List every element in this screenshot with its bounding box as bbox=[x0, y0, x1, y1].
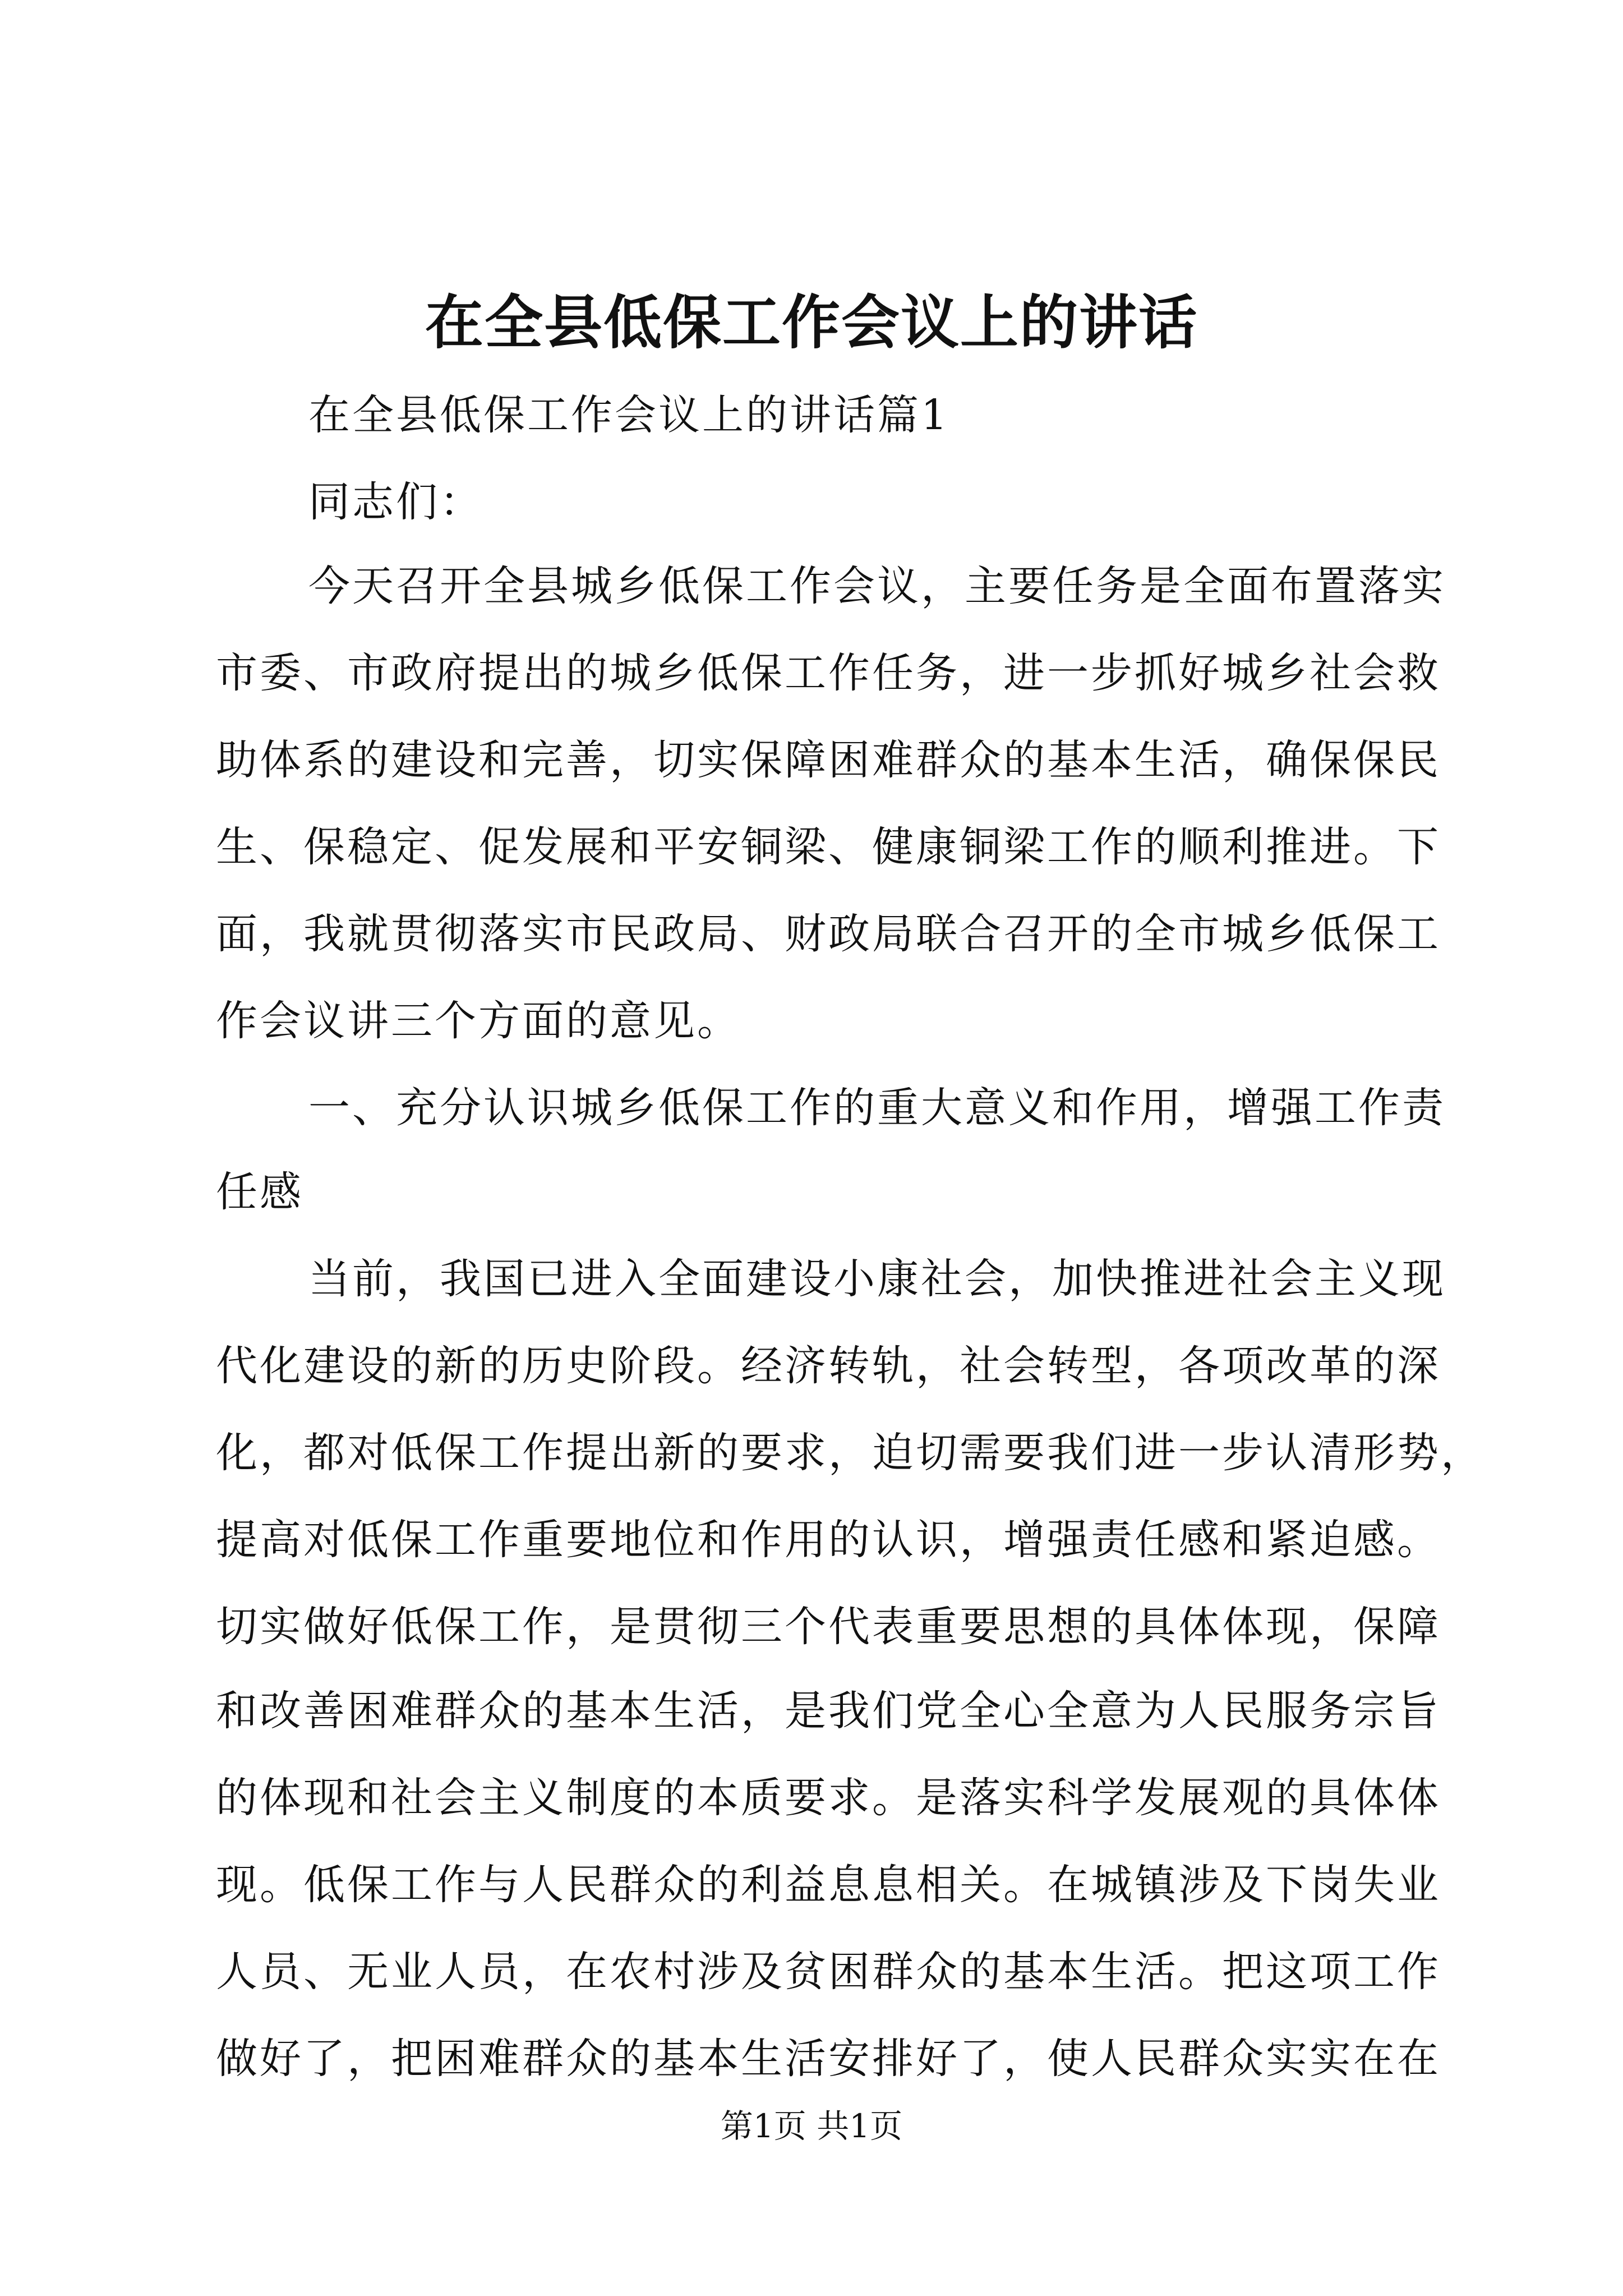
section-heading-line: 一、充分认识城乡低保工作的重大意义和作用，增强工作责 bbox=[308, 1084, 1446, 1132]
paragraph-line: 面，我就贯彻落实市民政局、财政局联合召开的全市城乡低保工 bbox=[216, 910, 1441, 958]
paragraph-line: 做好了，把困难群众的基本生活安排好了，使人民群众实实在在 bbox=[216, 2035, 1441, 2083]
paragraph-line: 助体系的建设和完善，切实保障困难群众的基本生活，确保保民 bbox=[216, 736, 1441, 784]
paragraph-line: 生、保稳定、促发展和平安铜梁、健康铜梁工作的顺利推进。下 bbox=[216, 823, 1441, 871]
paragraph-line: 今天召开全县城乡低保工作会议，主要任务是全面布置落实 bbox=[308, 562, 1446, 610]
paragraph-line: 现。低保工作与人民群众的利益息息相关。在城镇涉及下岗失业 bbox=[216, 1861, 1441, 1909]
paragraph-line: 作会议讲三个方面的意见。 bbox=[216, 997, 741, 1045]
section-heading-line: 任感 bbox=[216, 1168, 303, 1216]
paragraph-line: 当前，我国已进入全面建设小康社会，加快推进社会主义现 bbox=[308, 1255, 1446, 1303]
paragraph-line: 的体现和社会主义制度的本质要求。是落实科学发展观的具体体 bbox=[216, 1774, 1441, 1822]
paragraph-line: 化，都对低保工作提出新的要求，迫切需要我们进一步认清形势， bbox=[216, 1429, 1484, 1477]
paragraph-line: 和改善困难群众的基本生活，是我们党全心全意为人民服务宗旨 bbox=[216, 1687, 1441, 1735]
paragraph-line: 人员、无业人员，在农村涉及贫困群众的基本生活。把这项工作 bbox=[216, 1948, 1441, 1996]
subtitle-line: 在全县低保工作会议上的讲话篇1 bbox=[308, 391, 950, 439]
paragraph-line: 代化建设的新的历史阶段。经济转轨，社会转型，各项改革的深 bbox=[216, 1342, 1441, 1390]
document-title: 在全县低保工作会议上的讲话 bbox=[425, 288, 1198, 357]
paragraph-line: 市委、市政府提出的城乡低保工作任务，进一步抓好城乡社会救 bbox=[216, 649, 1441, 697]
paragraph-line: 切实做好低保工作，是贯彻三个代表重要思想的具体体现，保障 bbox=[216, 1603, 1441, 1651]
page-number-footer: 第1页 共1页 bbox=[720, 2107, 903, 2145]
paragraph-line: 提高对低保工作重要地位和作用的认识，增强责任感和紧迫感。 bbox=[216, 1516, 1441, 1564]
salutation-line: 同志们： bbox=[308, 478, 483, 526]
